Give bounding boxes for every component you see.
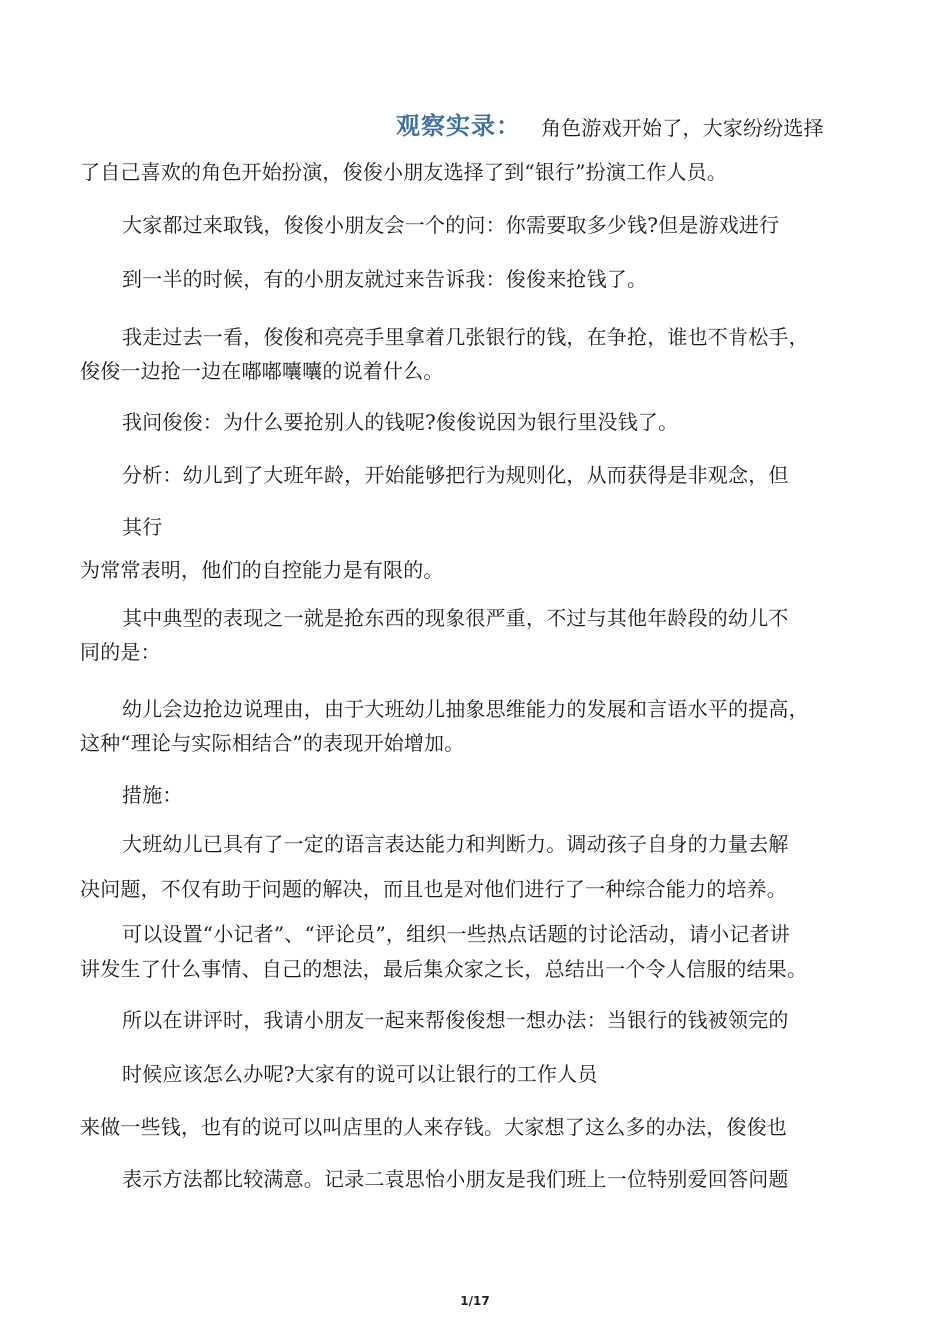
text-line: 措施： <box>122 783 183 807</box>
text-line: 了自己喜欢的角色开始扮演，俊俊小朋友选择了到“银行”扮演工作人员。 <box>80 160 728 184</box>
text-line: 这种“理论与实际相结合”的表现开始增加。 <box>80 731 465 755</box>
text-line: 其行 <box>122 515 163 539</box>
text-line: 所以在讲评时，我请小朋友一起来帮俊俊想一想办法：当银行的钱被领完的 <box>122 1008 789 1032</box>
text-line: 可以设置“小记者”、“评论员”，组织一些热点话题的讨论活动，请小记者讲 <box>122 922 790 946</box>
text-line: 其中典型的表现之一就是抢东西的现象很严重，不过与其他年龄段的幼儿不 <box>122 606 789 630</box>
text-line: 我走过去一看，俊俊和亮亮手里拿着几张银行的钱，在争抢，谁也不肯松手， <box>122 325 809 349</box>
text-line: 分析：幼儿到了大班年龄，开始能够把行为规则化，从而获得是非观念，但 <box>122 463 789 487</box>
text-line: 讲发生了什么事情、自己的想法，最后集众家之长，总结出一个令人信服的结果。 <box>80 957 808 981</box>
page-number: 1/17 <box>460 1294 490 1308</box>
section-heading: 观察实录： <box>396 112 521 140</box>
text-line: 同的是： <box>80 640 161 664</box>
text-line: 时候应该怎么办呢?大家有的说可以让银行的工作人员 <box>122 1062 598 1086</box>
text-line: 来做一些钱，也有的说可以叫店里的人来存钱。大家想了这么多的办法，俊俊也 <box>80 1115 787 1139</box>
text-line: 表示方法都比较满意。记录二袁思怡小朋友是我们班上一位特别爱回答问题 <box>122 1167 789 1191</box>
text-line: 为常常表明，他们的自控能力是有限的。 <box>80 558 444 582</box>
text-line: 决问题，不仅有助于问题的解决，而且也是对他们进行了一种综合能力的培养。 <box>80 877 787 901</box>
text-line: 角色游戏开始了，大家纷纷选择 <box>541 116 824 140</box>
text-line: 大班幼儿已具有了一定的语言表达能力和判断力。调动孩子自身的力量去解 <box>122 832 789 856</box>
text-line: 我问俊俊：为什么要抢别人的钱呢?俊俊说因为银行里没钱了。 <box>122 410 679 434</box>
text-line: 俊俊一边抢一边在嘟嘟囔囔的说着什么。 <box>80 359 444 383</box>
text-line: 大家都过来取钱，俊俊小朋友会一个的问：你需要取多少钱?但是游戏进行 <box>122 213 780 237</box>
text-line: 幼儿会边抢边说理由，由于大班幼儿抽象思维能力的发展和言语水平的提高， <box>122 697 809 721</box>
text-line: 到一半的时候，有的小朋友就过来告诉我：俊俊来抢钱了。 <box>122 267 648 291</box>
